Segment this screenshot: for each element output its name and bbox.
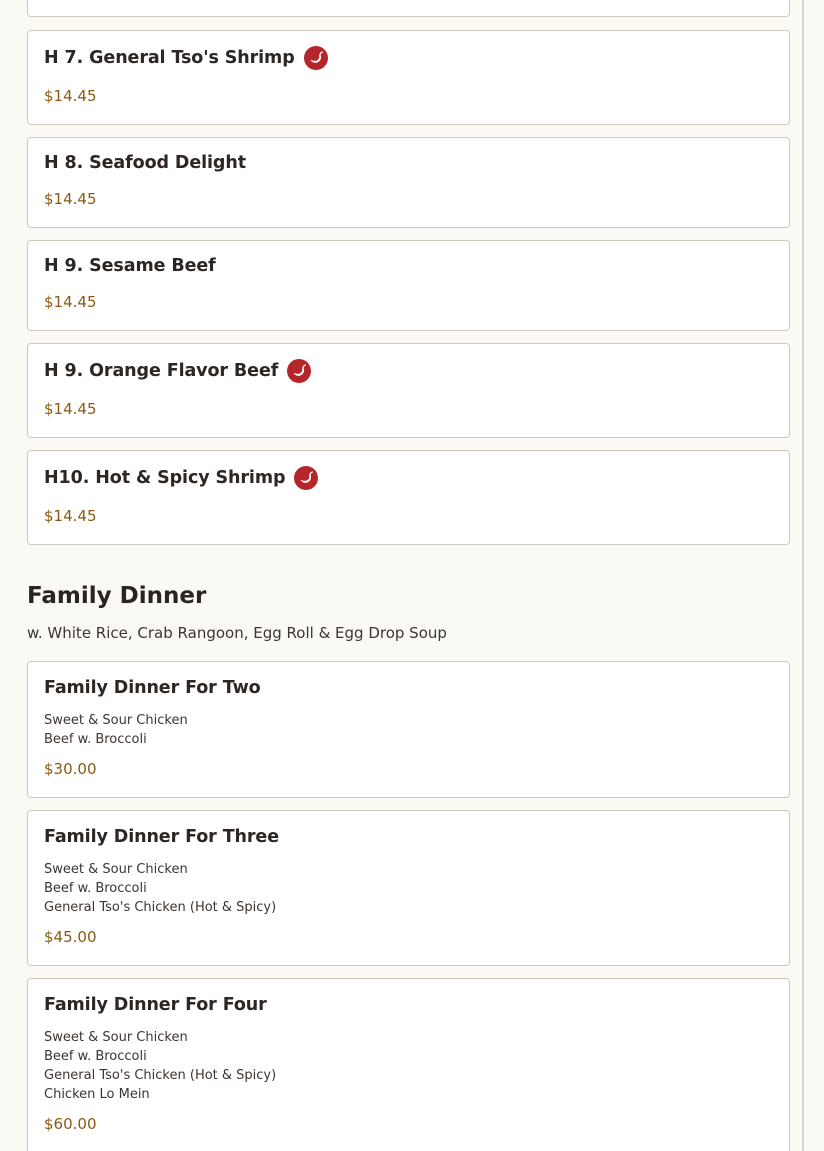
menu-item-card[interactable] bbox=[27, 240, 790, 331]
menu-item-name: Family Dinner For Two bbox=[44, 678, 261, 698]
family-dinner-card[interactable] bbox=[27, 978, 790, 1151]
menu-item-price: $60.00 bbox=[44, 1115, 97, 1133]
menu-item-card[interactable] bbox=[27, 30, 790, 125]
menu-item-description bbox=[44, 860, 276, 917]
menu-item-name: H10. Hot & Spicy Shrimp bbox=[44, 468, 286, 488]
menu-item-name: H 9. Orange Flavor Beef bbox=[44, 361, 279, 381]
description-line: Chicken Lo Mein bbox=[44, 1087, 150, 1102]
section-title: Family Dinner bbox=[27, 583, 207, 609]
chili-pepper-icon bbox=[294, 466, 318, 490]
menu-item-price: $14.45 bbox=[44, 190, 97, 208]
menu-item-title-row bbox=[44, 153, 246, 173]
description-line: Sweet & Sour Chicken bbox=[44, 1030, 188, 1045]
menu-item-price: $14.45 bbox=[44, 507, 97, 525]
description-line: Beef w. Broccoli bbox=[44, 1049, 147, 1064]
menu-item-name: H 9. Sesame Beef bbox=[44, 256, 216, 276]
family-dinner-card[interactable] bbox=[27, 661, 790, 798]
family-dinner-card[interactable] bbox=[27, 810, 790, 966]
menu-item-title-row bbox=[44, 466, 318, 490]
chili-pepper-icon bbox=[287, 359, 311, 383]
menu-item-card[interactable] bbox=[27, 343, 790, 438]
menu-item-price: $14.45 bbox=[44, 87, 97, 105]
menu-item-name: H 8. Seafood Delight bbox=[44, 153, 246, 173]
menu-item-title-row bbox=[44, 256, 216, 276]
menu-item-price: $14.45 bbox=[44, 400, 97, 418]
menu-item-price: $30.00 bbox=[44, 760, 97, 778]
menu-item-title-row bbox=[44, 359, 311, 383]
menu-item-description bbox=[44, 711, 188, 749]
menu-item-description bbox=[44, 1028, 276, 1104]
menu-item-title-row bbox=[44, 46, 328, 70]
description-line: General Tso's Chicken (Hot & Spicy) bbox=[44, 1068, 277, 1083]
menu-item-price: $45.00 bbox=[44, 928, 97, 946]
section-subtitle: w. White Rice, Crab Rangoon, Egg Roll & Egg Drop Soup bbox=[27, 624, 447, 642]
menu-item-card[interactable] bbox=[27, 450, 790, 545]
scrollbar-track[interactable] bbox=[802, 0, 804, 1151]
description-line: Beef w. Broccoli bbox=[44, 732, 147, 747]
description-line: Sweet & Sour Chicken bbox=[44, 862, 188, 877]
menu-item-card[interactable] bbox=[27, 137, 790, 228]
menu-item-name: H 7. General Tso's Shrimp bbox=[44, 48, 295, 68]
menu-item-card-partial[interactable] bbox=[27, 0, 790, 17]
menu-item-name: Family Dinner For Three bbox=[44, 827, 279, 847]
description-line: General Tso's Chicken (Hot & Spicy) bbox=[44, 900, 277, 915]
chili-pepper-icon bbox=[304, 46, 328, 70]
description-line: Beef w. Broccoli bbox=[44, 881, 147, 896]
description-line: Sweet & Sour Chicken bbox=[44, 713, 188, 728]
menu-item-name: Family Dinner For Four bbox=[44, 995, 267, 1015]
menu-item-price: $14.45 bbox=[44, 293, 97, 311]
